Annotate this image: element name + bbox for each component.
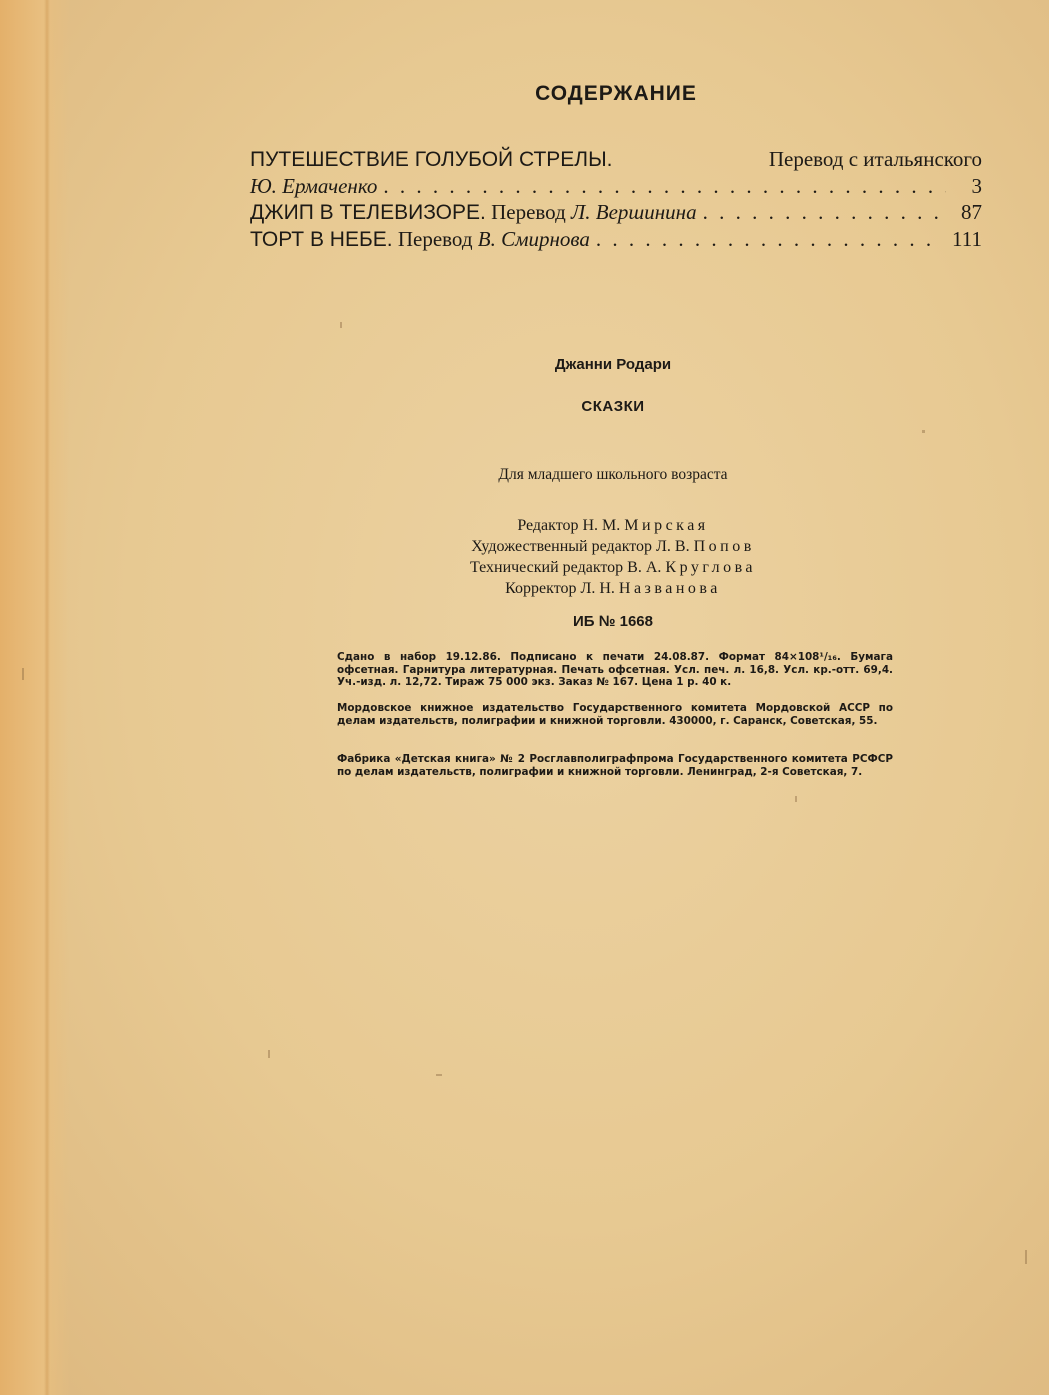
paper-speck xyxy=(795,796,797,802)
imprint-production-details: Сдано в набор 19.12.86. Подписано к печати 24.08.87. Формат 84×108¹/₁₆. Бумага офсетная. Гарнитура литературная. Печать офсетная. Усл. печ. л. 16,8. Усл. кр.-отт. 69,4. Уч.-изд. л. 12,72. Тираж 75 000 экз. Заказ № 167. Цена 1 р. 40 к. xyxy=(337,651,893,688)
paper-speck xyxy=(922,430,925,433)
credit-initials: Л. Н. xyxy=(580,580,615,597)
credit-line xyxy=(0,557,1049,578)
credit-initials: Л. В. xyxy=(656,538,690,555)
toc-entry-2 xyxy=(250,199,982,226)
toc-entry-page: 111 xyxy=(952,227,982,251)
toc-entry-3 xyxy=(250,226,982,253)
credit-initials: В. А. xyxy=(627,559,662,576)
credit-surname: Мирская xyxy=(624,517,709,534)
paper-speck xyxy=(22,668,24,680)
toc-leader-dots xyxy=(383,173,946,199)
toc-entry-translator: Ю. Ермаченко xyxy=(250,174,378,198)
toc-entry-translator: Л. Вершинина xyxy=(571,200,697,224)
credit-role: Редактор xyxy=(517,517,579,534)
toc-leader-dots xyxy=(703,199,946,225)
paper-speck xyxy=(340,322,342,328)
contents-heading: СОДЕРЖАНИЕ xyxy=(535,82,697,105)
book-title: СКАЗКИ xyxy=(581,398,645,415)
toc-entry-title: ДЖИП В ТЕЛЕВИЗОРЕ. xyxy=(250,201,486,224)
toc-entry-translation: Перевод xyxy=(397,227,473,251)
toc-entry-translation: Перевод xyxy=(491,200,566,224)
paper-speck xyxy=(268,1050,270,1058)
book-audience: Для младшего школьного возраста xyxy=(498,466,728,483)
imprint-printer: Фабрика «Детская книга» № 2 Росглавполиграфпрома Государственного комитета РСФСР по делам издательств, полиграфии и книжной торговли. Ленинград, 2-я Советская, 7. xyxy=(337,753,893,778)
paper-speck xyxy=(436,1074,442,1076)
credit-surname: Круглова xyxy=(665,559,757,576)
credit-line xyxy=(0,515,1049,536)
credits-block xyxy=(0,515,1049,599)
credit-initials: Н. М. xyxy=(582,517,621,534)
credit-surname: Названова xyxy=(618,580,721,597)
toc-entry-page: 3 xyxy=(971,174,982,198)
paper-speck xyxy=(1025,1250,1027,1264)
book-author: Джанни Родари xyxy=(554,356,672,373)
credit-role: Художественный редактор xyxy=(471,538,653,555)
credit-surname: Попов xyxy=(693,538,755,555)
table-of-contents xyxy=(250,146,982,253)
toc-entry-page: 87 xyxy=(961,200,982,224)
toc-entry-translator: В. Смирнова xyxy=(477,227,590,251)
ib-number: ИБ № 1668 xyxy=(573,613,653,630)
credit-line xyxy=(0,536,1049,557)
toc-entry-translation: Перевод с итальянского xyxy=(768,147,982,171)
credit-role: Корректор xyxy=(505,580,577,597)
toc-entry-1-continued xyxy=(250,173,982,199)
credit-role: Технический редактор xyxy=(469,559,624,576)
toc-leader-dots xyxy=(596,226,942,252)
toc-entry-title: ПУТЕШЕСТВИЕ ГОЛУБОЙ СТРЕЛЫ. xyxy=(250,148,613,171)
toc-entry-title: ТОРТ В НЕБЕ. xyxy=(250,228,393,251)
toc-entry-1 xyxy=(250,146,982,173)
credit-line xyxy=(0,578,1049,599)
imprint-publisher: Мордовское книжное издательство Государственного комитета Мордовской АССР по делам издательств, полиграфии и книжной торговли. 430000, г. Саранск, Советская, 55. xyxy=(337,702,893,727)
